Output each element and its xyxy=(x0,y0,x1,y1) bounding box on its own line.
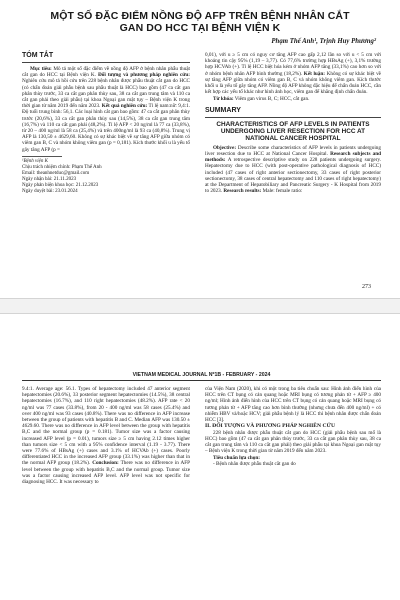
summary-en-continued xyxy=(22,386,190,485)
footnote-accepted: Ngày duyệt bài: 23.01.2024 xyxy=(22,188,78,194)
conclusion-text: Không có sự khác biệt về sự tăng AFP giữa nhóm có viêm gan B, C và nhóm không viêm gan. Kích thước khối u là yếu tố gây tăng AFP. Nồng độ AFP không đặc hiệu để chẩn đoán HCC, cần kết hợp các yếu tố khác như hình ảnh học, viêm gan để khẳng định chẩn đoán. xyxy=(205,70,381,96)
footnote-received: Ngày nhận bài: 21.11.2023 xyxy=(22,176,77,182)
results-text: Tỉ lệ nam:nữ: 9,4:1. Độ tuổi trung bình: 56,1. Các loại hình cắt gan bao gồm: 47 ca cắt gan phân thùy trước (20,6%), 33 ca cắt gan phân thùy sau (14,5%), 38 ca cắt gan trung tâm (16,7%) và 110 ca cắt gan phải (48,2%). Tỉ lệ AFP < 20 ng/ml là 77 ca (33,8%), từ 20 – 400 ng/ml là 58 ca (25,4%) và trên 400ng/ml là 93 ca (40,8%). Trung vị AFP là 130,50 ± 4629,60. Không có sự khác biệt về sự tăng AFP giữa nhóm có viêm gan B, C và nhóm không viêm gan (p = 0,181). Kích thước khối u là yếu tố gây tăng AFP (p = xyxy=(22,103,191,153)
footnote-separator xyxy=(22,156,62,157)
summary-en-heading: SUMMARY xyxy=(205,107,381,118)
methods-section-heading: II. ĐỐI TƯỢNG VÀ PHƯƠNG PHÁP NGHIÊN CỨU xyxy=(205,423,336,430)
footnote xyxy=(22,159,190,195)
conclusion-label: Kết luận: xyxy=(303,70,326,77)
methods-label: Đối tượng và phương pháp nghiên cứu: xyxy=(97,72,191,79)
page2-right-column xyxy=(205,386,381,467)
results-label: Kết quả nghiên cứu: xyxy=(101,103,148,110)
keywords-label: Từ khóa: xyxy=(213,96,234,103)
en-methods-text: A retrospective descriptive study on 228 patients undergoing surgery. Hepatectomy due to HCC (with post-operative pathological diagnosis of HCC) included (47 cases of right anterior sectionectomy, 33 cases of right posterior sectionectomy, 38 cases of central hepatectomy and 110 cases of right hepatectomy) at the Department of Hepatobiliary and Pancreatic Surgery - K Hospital from 2019 to 2023. xyxy=(205,157,381,195)
summary-vn-continued xyxy=(205,52,381,95)
en-objective-label: Objective: xyxy=(213,144,237,151)
page1-right-column xyxy=(205,52,381,194)
page-number: 273 xyxy=(362,284,371,290)
summary-en-continued-text: 9.4:1. Average age: 56.1. Types of hepatectomy included 47 anterior segment hepatectomies (20.6%), 33 posterior segment hepatectomies (14.5%), 38 central hepatectomies (16.7%), and 110 right hepatectomies (48.2%). AFP rate < 20 ng/ml was 77 cases (33.8%), from 20 - 400 ng/ml was 58 cases (25.4%) and over 400 ng/ml was 93 cases (40.8%). There was no difference in AFP increase between the group of patients with hepatitis B and C. Median AFP was 130.50 ± 4629.60. There was no difference in AFP level between the group with hepatitis B,C and the normal group (p = 0.181). Tumor size was a factor causing increased AFP level (p = 0.01), tumors size ≥ 5 cm having 2.12 times higher than tumors size < 5 cm with a 95% confidence interval (1.19 - 3.77). There were 77.6% of HBsAg (+) cases and 3.1% of HCVAb (+) cases. Poorly differentiated HCC in the increased AFP group (33.1%) was higher than that in the normal AFP group (18.2%). xyxy=(22,386,190,467)
en-objective-text: Describe some characteristics of AFP levels in patients undergoing liver resection due to HCC at National Cancer Hospital. xyxy=(205,144,381,158)
article-authors: Phạm Thế Anh¹, Trịnh Huy Phương² xyxy=(271,38,376,45)
methods-text: Nghiên cứu mô tả hồi cứu trên 228 bệnh nhân được phẫu thuật cắt gan do HCC (có chẩn đoán giải phẫu bệnh sau phẫu thuật là HCC) bao gồm (47 ca cắt gan phân thùy trước, 33 ca cắt gan phân thùy sau, 38 ca cắt gan trung tâm và 110 ca cắt gan phải theo giải phẫu) tại khoa Ngoại gan mật tụy – Bệnh viện K trong thời gian từ năm 2019 đến năm 2023. xyxy=(22,78,190,110)
running-head: VIETNAM MEDICAL JOURNAL Nº1B - FEBRUARY - 2024 xyxy=(22,372,381,381)
footnote-email: Email: theanhnetduc@gmail.com xyxy=(22,170,90,176)
summary-vn-paragraph xyxy=(22,66,190,153)
en-conclusion-label: Conclusion: xyxy=(92,460,119,467)
summary-en-paragraph xyxy=(205,145,381,195)
criteria-heading: Tiêu chuẩn lựa chọn: xyxy=(213,454,260,461)
diagnosis-criteria-text: của Viện Nam (2020), khi có một trong ba tiêu chuẩn sau: Hình ảnh điển hình của HCC trên CT bụng có cản quang hoặc MRI bụng có tương phản từ + AFP ≥ 400 ng/ml; Hình ảnh điển hình của HCC trên CT bụng có cản quang hoặc MRI bụng có tương phản từ + AFP tăng cao hơn bình thường (nhưng chưa đến 400 ng/ml) + có nhiễm HBV và/hoặc HCV; giải phẫu bệnh lý là HCC thì bệnh nhân được chẩn đoán HCC [3]. xyxy=(205,386,381,424)
summary-vn-heading: TÓM TẮT xyxy=(22,52,190,63)
page2-left-column xyxy=(22,386,190,485)
footnote-affiliation: ¹Bệnh viện K xyxy=(22,158,48,164)
methods-section-text: 228 bệnh nhân được phẫu thuật cắt gan do HCC (giải phẫu bệnh sau mổ là HCC) bao gồm (47 ca cắt gan phân thùy trước, 33 ca cắt gan phân thùy sau, 38 ca cắt gan trung tâm và 110 ca cắt gan phải) theo giải phẫu tại khoa Ngoại gan mật tụy – Bệnh viện K trong thời gian từ năm 2019 đến năm 2023. xyxy=(205,429,381,455)
objective-text: Mô tả một số đặc điểm về nồng độ AFP ở bệnh nhân phẫu thuật cắt gan do HCC tại Bệnh viện K. xyxy=(22,66,190,79)
summary-vn-continued-text: 0,01), với u ≥ 5 cm có nguy cơ tăng AFP cao gấp 2,12 lần so với u < 5 cm với khoảng tin cậy 95% (1,19 – 3,77). Có 77,6% trường hợp HBsAg (+), 3,1% trường hợp HCVAb (+). Tỉ lệ HCC biệt hóa kém ở nhóm AFP tăng (33,1%) cao hơn so với ở nhóm bệnh nhân AFP bình thường (18,2%). xyxy=(205,52,381,77)
footnote-reviewed: Ngày phản biện khoa học: 21.12.2023 xyxy=(22,182,99,188)
criteria-text: - Bệnh nhân được phẫu thuật cắt gan do xyxy=(213,460,296,467)
page-gap xyxy=(0,298,400,314)
keywords-line xyxy=(205,96,381,102)
en-results-text: Male: female ratio: xyxy=(262,188,303,195)
en-conclusion-text: There was no difference in AFP level between the group with hepatitis B,C and the normal group. Tumor size was a factor causing increased AFP level. AFP level was not specific for diagnosing HCC. It was necessary to xyxy=(22,460,191,486)
keywords-text: Viêm gan virus B, C; HCC, cắt gan. xyxy=(234,96,310,103)
article-title: MỘT SỐ ĐẶC ĐIỂM NỒNG ĐỘ AFP TRÊN BỆNH NHÂN CẮT GAN DO HCC TẠI BỆNH VIỆN K xyxy=(50,10,350,34)
objective-label: Mục tiêu: xyxy=(30,66,52,72)
en-results-label: Research results: xyxy=(223,188,262,195)
page1-left-column xyxy=(22,52,190,195)
en-methods-label: Research subjects and methods: xyxy=(205,151,382,164)
footnote-contact: Chịu trách nhiệm chính: Phạm Thế Anh xyxy=(22,164,102,170)
summary-en-title: CHARACTERISTICS OF AFP LEVELS IN PATIENTS UNDERGOING LIVER RESECTION FOR HCC AT NATIONAL CANCER HOSPITAL xyxy=(216,120,370,143)
